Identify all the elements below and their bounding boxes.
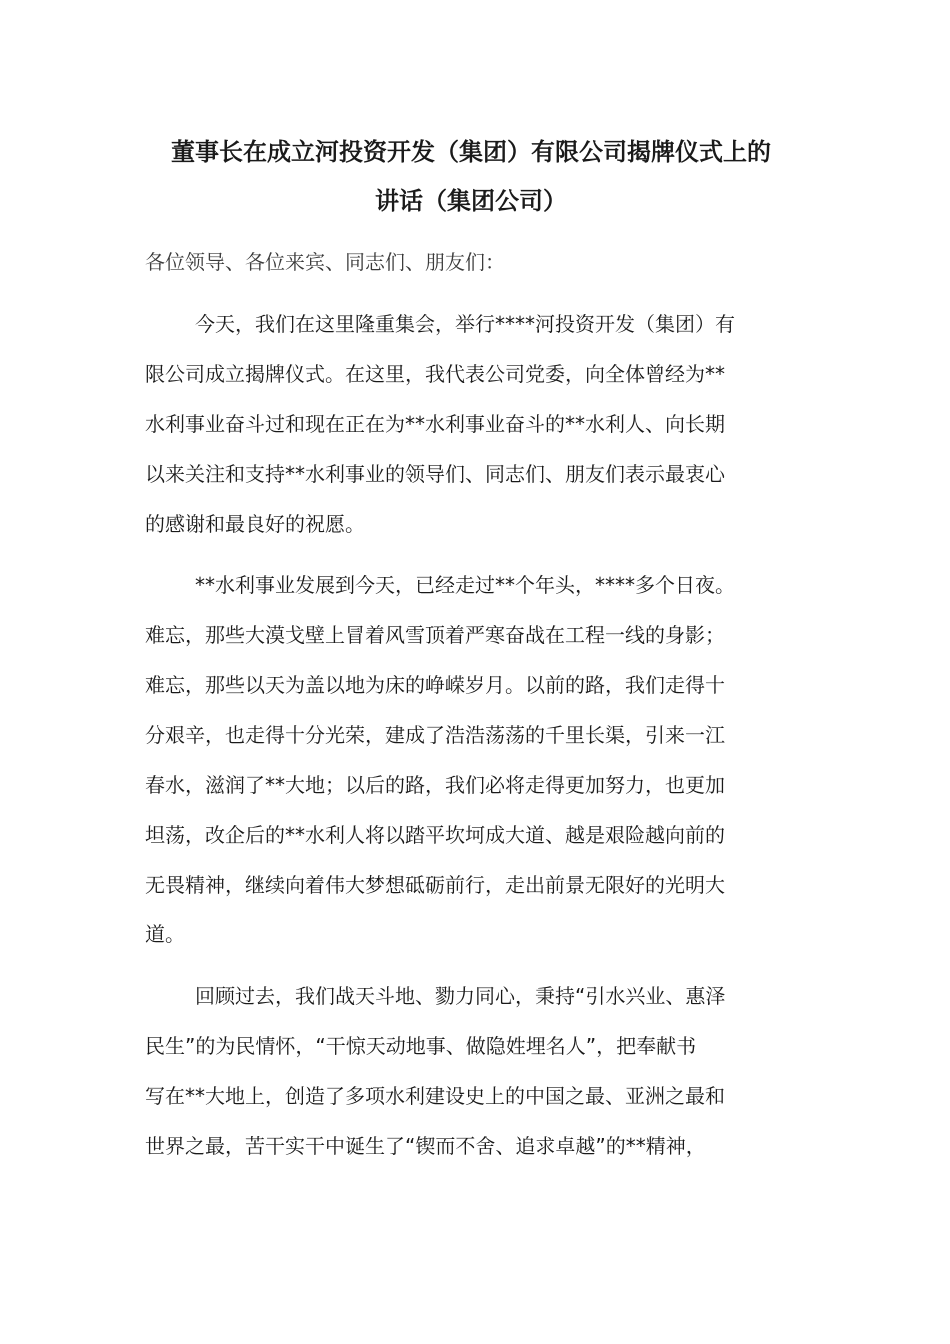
paragraph-line: 限公司成立揭牌仪式。在这里，我代表公司党委，向全体曾经为** [145,362,725,386]
paragraph-line: 回顾过去，我们战天斗地、勠力同心，秉持“引水兴业、惠泽 [195,984,726,1008]
document-title-line-2: 讲话（集团公司） [375,187,567,215]
paragraph-line: 坦荡，改企后的**水利人将以踏平坎坷成大道、越是艰险越向前的 [145,823,725,847]
paragraph-line: **水利事业发展到今天，已经走过**个年头，****多个日夜。 [195,573,735,597]
paragraph-line: 水利事业奋斗过和现在正在为**水利事业奋斗的**水利人、向长期 [145,412,725,436]
paragraph-line: 今天，我们在这里隆重集会，举行****河投资开发（集团）有 [195,312,735,336]
paragraph-line: 无畏精神，继续向着伟大梦想砥砺前行，走出前景无限好的光明大 [145,873,725,897]
document-title-line-1: 董事长在成立河投资开发（集团）有限公司揭牌仪式上的 [171,138,771,166]
paragraph-line: 以来关注和支持**水利事业的领导们、同志们、朋友们表示最衷心 [145,462,725,486]
paragraph-line: 春水，滋润了**大地；以后的路，我们必将走得更加努力，也更加 [145,773,725,797]
paragraph-line: 难忘，那些大漠戈壁上冒着风雪顶着严寒奋战在工程一线的身影； [145,623,725,647]
paragraph-line: 的感谢和最良好的祝愿。 [145,512,365,536]
paragraph-line: 写在**大地上，创造了多项水利建设史上的中国之最、亚洲之最和 [145,1084,725,1108]
paragraph-line: 道。 [145,922,185,946]
paragraph-line: 民生”的为民情怀，“干惊天动地事、做隐姓埋名人”，把奉献书 [145,1034,697,1058]
paragraph-line: 分艰辛，也走得十分光荣，建成了浩浩荡荡的千里长渠，引来一江 [145,723,725,747]
salutation: 各位领导、各位来宾、同志们、朋友们： [145,250,505,274]
paragraph-line: 难忘，那些以天为盖以地为床的峥嵘岁月。以前的路，我们走得十 [145,673,725,697]
paragraph-line: 世界之最，苦干实干中诞生了“锲而不舍、追求卓越”的**精神， [145,1134,706,1158]
